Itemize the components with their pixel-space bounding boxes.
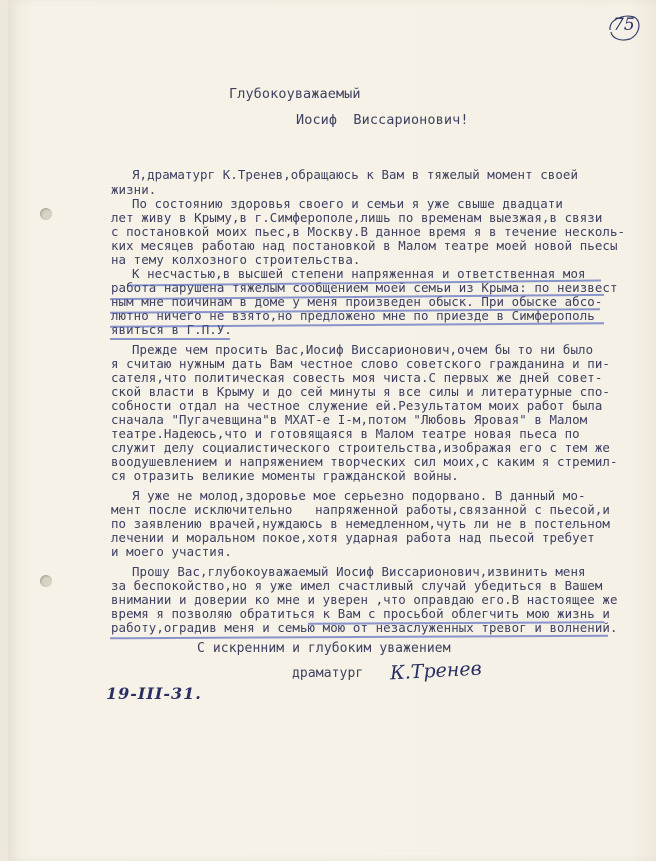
body-line: К несчастью,в высшей степени напряженная и ответственная моя <box>132 266 586 281</box>
body-line: ких месяцев работаю над постановкой в Малом театре моей новой пьесы <box>111 238 618 253</box>
body-line: мент после исключительно напряженной работы,связанной с пьесой,и <box>111 502 610 517</box>
body-line: театре.Надеюсь,что и готовящаяся в Малом театре новая пьеса по <box>111 426 580 441</box>
body-line: и моего участия. <box>111 544 232 559</box>
body-line: лютно ничего не взято,но предложено мне по приезде в Симферополь <box>111 308 595 323</box>
pencil-underline <box>110 338 230 340</box>
body-line: лечении и моральном покое,хотя ударная работа над пьесой требует <box>111 530 595 545</box>
body-line: Я,драматург К.Тренев,обращаюсь к Вам в тяжелый момент своей <box>132 167 579 182</box>
greeting-line: Глубокоуважаемый <box>229 86 361 102</box>
closing-line: С искренним и глубоким уважением <box>197 641 451 656</box>
body-line: на тему колхозного строительства. <box>111 252 361 267</box>
body-line: за беспокойство,но я уже имел счастливый случай убедиться в Вашем <box>111 578 603 593</box>
body-line: жизни. <box>111 182 157 197</box>
document-page <box>8 0 656 861</box>
body-line: лет живу в Крыму,в г.Симферополе,лишь по временам выезжая,в связи <box>111 210 603 225</box>
body-line: ской власти в Крыму и до сей минуты я все силы и литературные спо- <box>111 384 610 399</box>
page-number: 75 <box>606 12 642 42</box>
punch-hole <box>40 208 52 220</box>
body-line: собности отдал на честное служение ей.Результатом моих работ была <box>111 398 603 413</box>
greeting-line: Иосиф Виссарионович! <box>296 112 469 128</box>
punch-hole <box>40 575 52 587</box>
signature-role: драматург <box>292 666 364 681</box>
body-line: сначала "Пугачевщина"в МХАТ-е I-м,потом "Любовь Яровая" в Малом <box>111 412 588 427</box>
body-line: воодушевлением и напряжением творческих сил моих,с каким я стремил- <box>111 454 618 469</box>
body-line: ным мне поичинам в доме у меня произведен обыск. При обыске абсо- <box>111 294 603 309</box>
date: 19-III-31. <box>106 684 202 703</box>
body-line: По состоянию здоровья своего и семьи я уже свыше двадцати <box>132 196 563 211</box>
body-line: сателя,что политическая совесть моя чиста.С первых же дней совет- <box>111 370 603 385</box>
body-line: я считаю нужным дать Вам честное слово советского гражданина и пи- <box>111 356 610 371</box>
body-line: явиться в Г.П.У. <box>111 322 232 337</box>
body-line: служит делу социалистического строительства,изображая его с тем же <box>111 440 610 455</box>
body-line: по заявлению врачей,нуждаюсь в немедленном,чуть ли не в постельном <box>111 516 610 531</box>
body-line: Я уже не молод,здоровье мое серьезно подорвано. В данный мо- <box>132 488 586 503</box>
body-line: с постановкой моих пьес,в Москву.В данное время я в течение несколь- <box>111 224 626 239</box>
body-line: работа нарушена тяжелым сообщением моей семьи из Крыма: по неизвест <box>111 280 618 295</box>
body-line: работу,оградив меня и семью мою от незаслуженных тревог и волнений. <box>111 620 618 635</box>
pencil-underline <box>110 635 608 640</box>
body-line: внимании и доверии ко мне и уверен ,что оправдаю его.В настоящее же <box>111 592 618 607</box>
body-line: Прежде чем просить Вас,Иосиф Виссарионович,очем бы то ни было <box>132 342 594 357</box>
body-line: ся отразить великие моменты гражданской войны. <box>111 468 459 483</box>
body-line: время я позволяю обратиться к Вам с просьбой облегчить мою жизнь и <box>111 606 610 621</box>
signature: К.Тренев <box>389 657 483 685</box>
body-line: Прошу Вас,глубокоуважаемый Иосиф Виссарионович,извинить меня <box>132 564 586 579</box>
